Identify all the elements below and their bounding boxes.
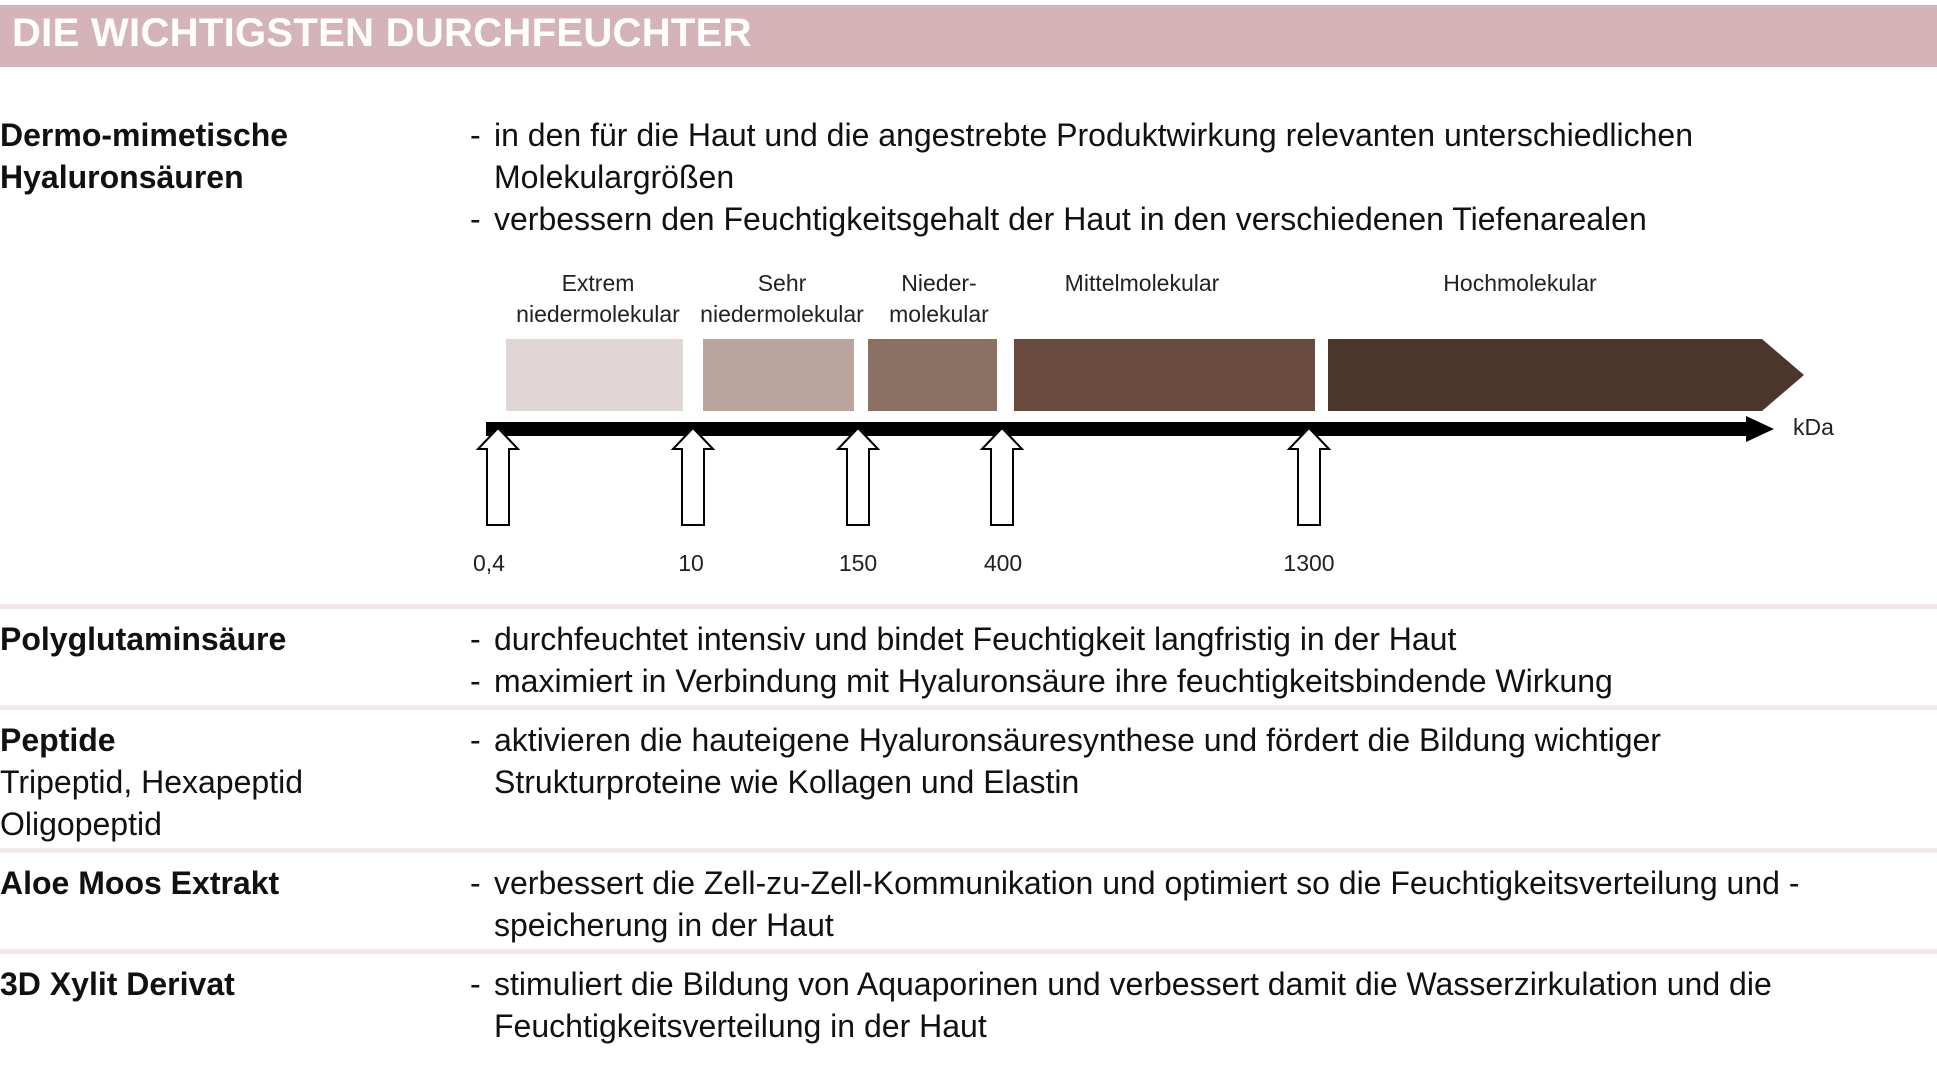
header-bar — [0, 5, 1937, 67]
section-name-line: Polyglutaminsäure — [0, 621, 287, 657]
tick-label: 1300 — [1283, 550, 1335, 577]
category-label-extrem-line2: niedermolekular — [516, 301, 680, 328]
section-name-line: Aloe Moos Extrakt — [0, 865, 280, 901]
category-label-nieder-line1: Nieder- — [901, 270, 977, 297]
bullet-item — [470, 963, 1930, 1047]
bullet-item — [470, 862, 1930, 946]
bullet-text: verbessert die Zell-zu-Zell-Kommunikation und optimiert so die Feuchtigkeitsverteilung und -speicherung in der Haut — [494, 865, 1800, 943]
category-label-sehr-line1: Sehr — [757, 270, 807, 297]
category-block-hoch — [1328, 339, 1804, 411]
category-label-mittel: Mittelmolekular — [1064, 270, 1220, 297]
bullet-text: durchfeuchtet intensiv und bindet Feuchtigkeit langfristig in der Haut — [494, 621, 1457, 657]
category-block-mittel — [1014, 339, 1315, 411]
bullet-item — [470, 198, 1930, 240]
tick-label: 10 — [678, 550, 704, 577]
axis-line — [486, 422, 1748, 436]
section-divider — [0, 949, 1937, 954]
bullet-text: maximiert in Verbindung mit Hyaluronsäure ihre feuchtigkeitsbindende Wirkung — [494, 663, 1613, 699]
axis-arrowhead — [1746, 416, 1774, 442]
tick-arrow-10 — [673, 428, 713, 525]
bullet-item — [470, 660, 1930, 702]
category-block-extrem — [506, 339, 683, 411]
bullet-item — [470, 114, 1930, 198]
tick-label: 400 — [983, 550, 1023, 577]
section-name — [0, 862, 470, 904]
tick-arrow-04 — [478, 428, 518, 525]
tick-label: 0,4 — [473, 550, 505, 577]
bullet-dash: - — [470, 117, 481, 153]
bullet-item — [470, 618, 1930, 660]
section-name — [0, 719, 470, 845]
tick-arrow-150 — [838, 428, 878, 525]
category-label-extrem-line1: Extrem — [561, 270, 635, 297]
bullet-dash: - — [470, 621, 481, 657]
section-name — [0, 618, 470, 660]
axis-unit-label: kDa — [1793, 414, 1834, 441]
category-block-sehr — [703, 339, 854, 411]
category-block-nieder — [868, 339, 997, 411]
section-bullets — [470, 719, 1930, 803]
bullet-text: verbessern den Feuchtigkeitsgehalt der Haut in den verschiedenen Tiefenarealen — [494, 201, 1647, 237]
bullet-text: in den für die Haut und die angestrebte Produktwirkung relevanten unterschiedlichen Molekulargrößen — [494, 117, 1693, 195]
molecular-weight-diagram — [0, 265, 1937, 605]
section-sub-line: Oligopeptid — [0, 806, 162, 842]
section-divider — [0, 705, 1937, 710]
section-name-line: Hyaluronsäuren — [0, 159, 244, 195]
molecular-weight-svg — [0, 265, 1937, 605]
bullet-dash: - — [470, 201, 481, 237]
tick-label: 150 — [838, 550, 878, 577]
section-name-line: Dermo-mimetische — [0, 117, 289, 153]
section-name — [0, 963, 470, 1005]
page-title: DIE WICHTIGSTEN DURCHFEUCHTER — [12, 11, 752, 55]
bullet-dash: - — [470, 663, 481, 699]
section-sub-line: Tripeptid, Hexapeptid — [0, 764, 303, 800]
category-label-sehr-line2: niedermolekular — [700, 301, 864, 328]
category-label-nieder-line2: molekular — [889, 301, 989, 328]
bullet-dash: - — [470, 966, 481, 1002]
section-name — [0, 114, 470, 198]
section-divider — [0, 848, 1937, 853]
bullet-text: aktivieren die hauteigene Hyaluronsäuresynthese und fördert die Bildung wichtiger Strukturproteine wie Kollagen und Elastin — [494, 722, 1661, 800]
tick-arrow-1300 — [1289, 428, 1329, 525]
category-label-hoch: Hochmolekular — [1443, 270, 1597, 297]
section-bullets — [470, 114, 1930, 240]
section-bullets — [470, 963, 1930, 1047]
bullet-dash: - — [470, 722, 481, 758]
tick-arrow-400 — [982, 428, 1022, 525]
section-name-line: Peptide — [0, 722, 116, 758]
bullet-text: stimuliert die Bildung von Aquaporinen und verbessert damit die Wasserzirkulation und die Feuchtigkeitsverteilung in der Haut — [494, 966, 1772, 1044]
section-divider — [0, 604, 1937, 609]
section-bullets — [470, 618, 1930, 702]
section-bullets — [470, 862, 1930, 946]
section-name-line: 3D Xylit Derivat — [0, 966, 235, 1002]
bullet-item — [470, 719, 1930, 803]
bullet-dash: - — [470, 865, 481, 901]
